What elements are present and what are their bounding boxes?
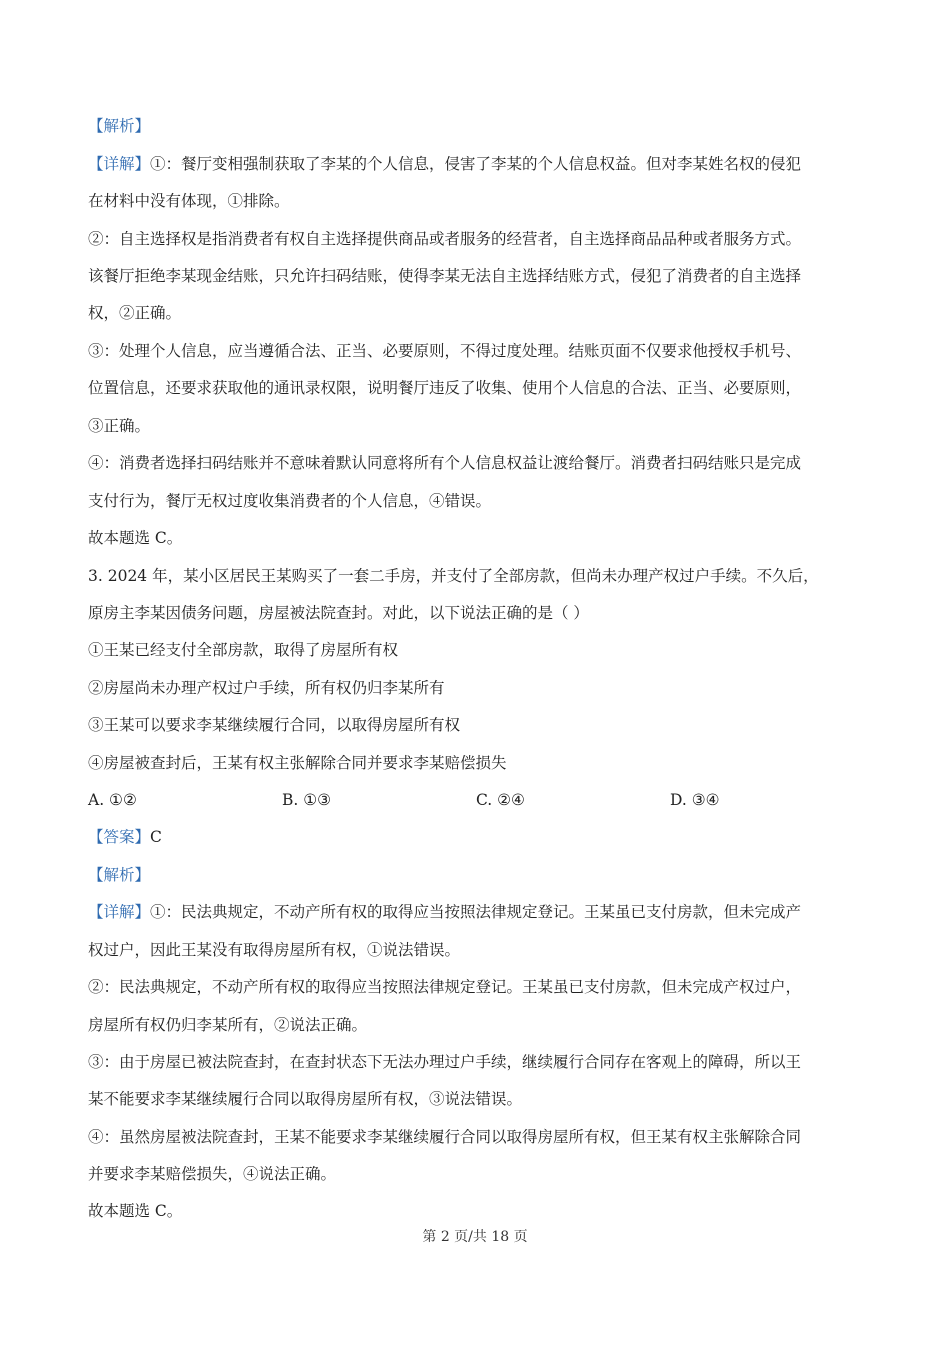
option-c: C. ②④ <box>476 791 525 809</box>
answer-tag: 【答案】 <box>88 828 151 846</box>
detail-line: ④：消费者选择扫码结账并不意味着默认同意将所有个人信息权益让渡给餐厅。消费者扫码结账只是完成 <box>88 454 802 472</box>
detail-line: ③正确。 <box>88 417 151 435</box>
detail-line: 房屋所有权仍归李某所有，②说法正确。 <box>88 1016 368 1034</box>
conclusion-line: 故本题选 C。 <box>88 529 183 547</box>
option-a: A. ①② <box>88 791 137 809</box>
answer-line <box>88 826 162 848</box>
detail-line: 权过户，因此王某没有取得房屋所有权，①说法错误。 <box>88 941 461 959</box>
analysis-tag: 【解析】 <box>88 866 151 884</box>
statement: ②房屋尚未办理产权过户手续，所有权仍归李某所有 <box>88 679 445 697</box>
detail-line: 在材料中没有体现，①排除。 <box>88 192 290 210</box>
question-stem: 原房主李某因债务问题，房屋被法院查封。对此，以下说法正确的是（ ） <box>88 604 589 622</box>
question-stem: 3. 2024 年，某小区居民王某购买了一套二手房，并支付了全部房款，但尚未办理产权过户手续。不久后， <box>88 567 819 585</box>
detail-line: ②：自主选择权是指消费者有权自主选择提供商品或者服务的经营者，自主选择商品品种或者服务方式。 <box>88 230 802 248</box>
detail-line: ③：处理个人信息，应当遵循合法、正当、必要原则，不得过度处理。结账页面不仅要求他授权手机号、 <box>88 342 802 360</box>
detail-line: 某不能要求李某继续履行合同以取得房屋所有权，③说法错误。 <box>88 1090 523 1108</box>
statement: ①王某已经支付全部房款，取得了房屋所有权 <box>88 641 399 659</box>
analysis-tag: 【解析】 <box>88 117 151 135</box>
page-footer: 第 2 页/共 18 页 <box>422 1229 528 1245</box>
answer-value: C <box>150 828 162 846</box>
detail-line: ③：由于房屋已被法院查封，在查封状态下无法办理过户手续，继续履行合同存在客观上的障碍，所以王 <box>88 1053 802 1071</box>
detail-text: ①：餐厅变相强制获取了李某的个人信息，侵害了李某的个人信息权益。但对李某姓名权的侵犯 <box>150 155 802 173</box>
detail-line: 支付行为，餐厅无权过度收集消费者的个人信息，④错误。 <box>88 492 492 510</box>
detail-line: ④：虽然房屋被法院查封，王某不能要求李某继续履行合同以取得房屋所有权，但王某有权主张解除合同 <box>88 1128 802 1146</box>
statement: ④房屋被查封后，王某有权主张解除合同并要求李某赔偿损失 <box>88 754 507 772</box>
detail-text: ①：民法典规定，不动产所有权的取得应当按照法律规定登记。王某虽已支付房款，但未完成产 <box>150 903 802 921</box>
option-d: D. ③④ <box>670 791 720 809</box>
detail-line: ②：民法典规定，不动产所有权的取得应当按照法律规定登记。王某虽已支付房款，但未完成产权过户， <box>88 978 802 996</box>
detail-tag: 【详解】 <box>88 155 151 173</box>
option-b: B. ①③ <box>282 791 332 809</box>
detail-tag: 【详解】 <box>88 903 151 921</box>
statement: ③王某可以要求李某继续履行合同，以取得房屋所有权 <box>88 716 461 734</box>
detail-line: 位置信息，还要求获取他的通讯录权限，说明餐厅违反了收集、使用个人信息的合法、正当、必要原则， <box>88 379 802 397</box>
detail-line: 权，②正确。 <box>88 304 182 322</box>
detail-line: 该餐厅拒绝李某现金结账，只允许扫码结账，使得李某无法自主选择结账方式，侵犯了消费者的自主选择 <box>88 267 802 285</box>
detail-line: 并要求李某赔偿损失，④说法正确。 <box>88 1165 337 1183</box>
conclusion-line: 故本题选 C。 <box>88 1202 183 1220</box>
detail-line <box>88 901 801 923</box>
detail-line <box>88 153 801 175</box>
